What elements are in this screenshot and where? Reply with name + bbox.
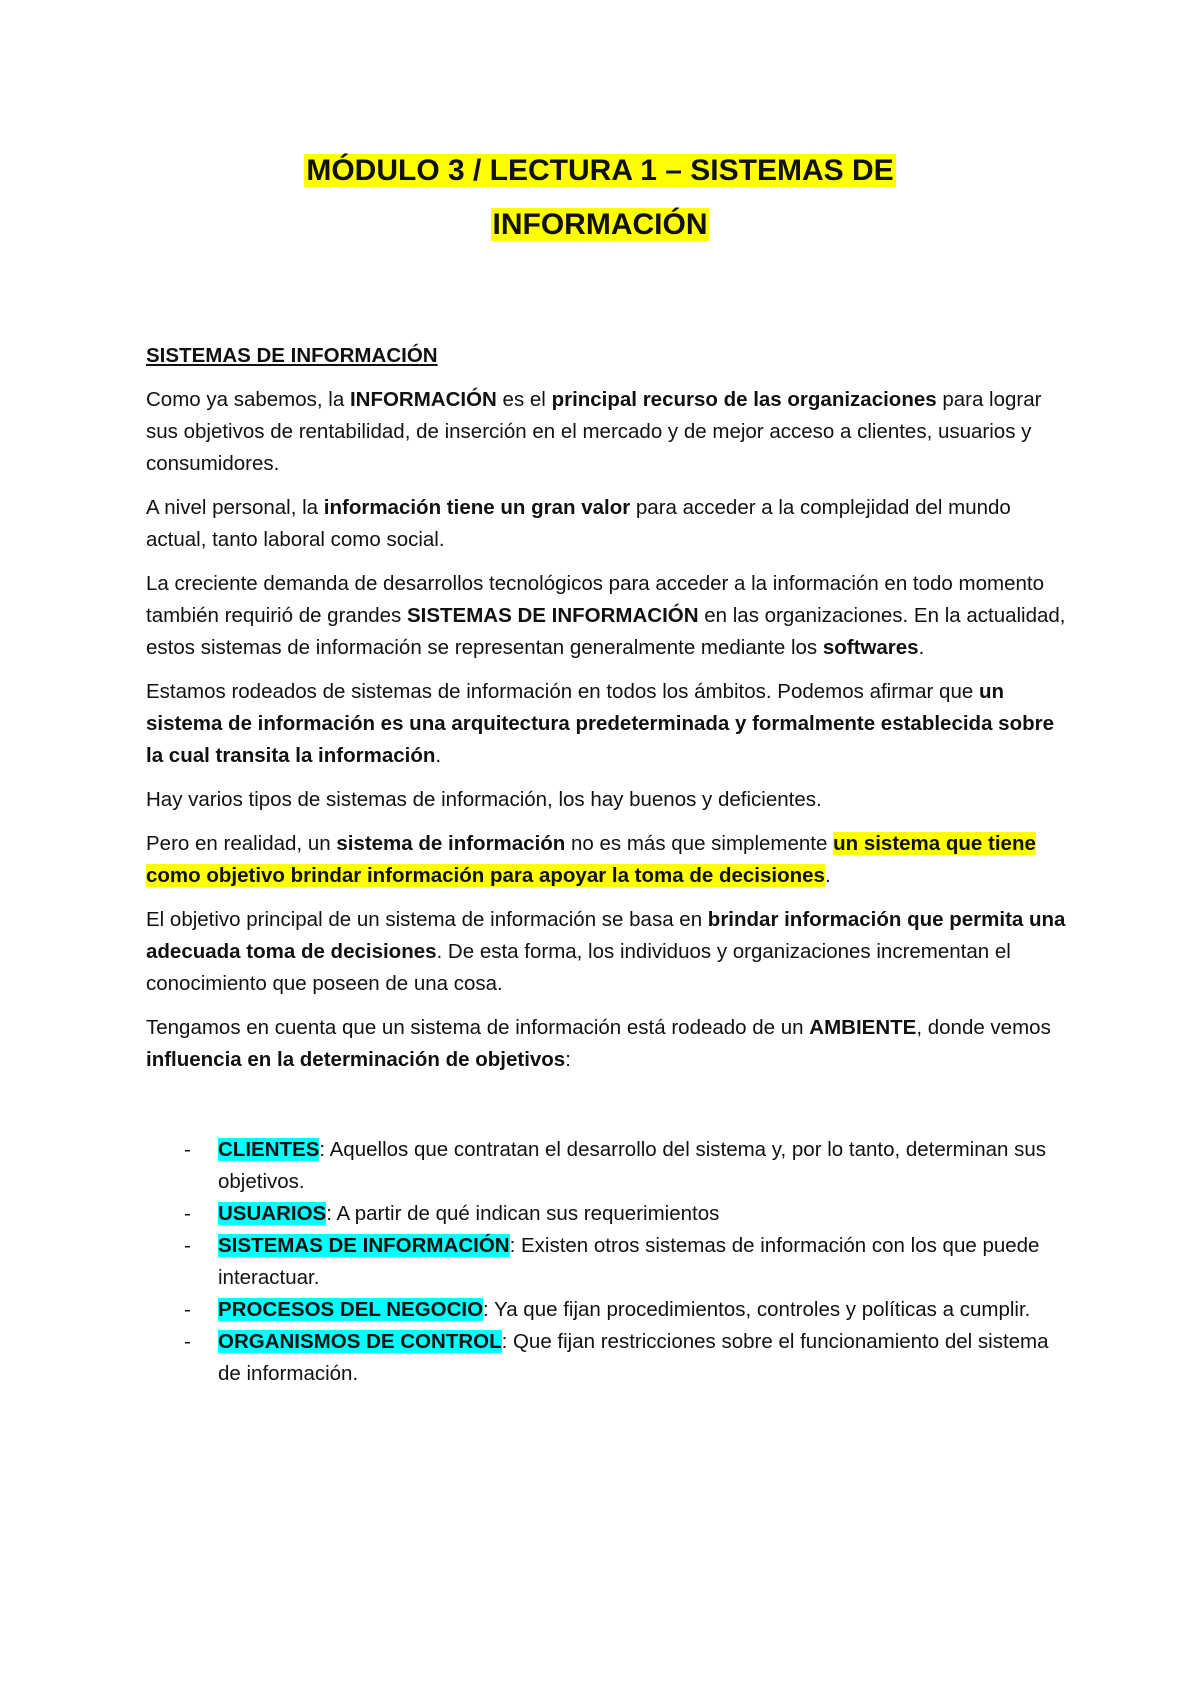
paragraph-4 xyxy=(146,676,1066,772)
paragraph-text: . xyxy=(918,636,925,659)
paragraph-text: en las organizaciones. En la actualidad, estos sistemas de información se representan generalmente mediante los xyxy=(146,604,1066,659)
paragraph-text: para lograr sus objetivos de rentabilidad, de inserción en el mercado y de mejor acceso a clientes, usuarios y consumidores. xyxy=(146,388,1042,475)
paragraph-bold: AMBIENTE xyxy=(809,1016,917,1039)
paragraph-1 xyxy=(146,384,1066,480)
paragraph-7 xyxy=(146,904,1066,1000)
paragraph-text: Estamos rodeados de sistemas de información en todos los ámbitos. Podemos afirmar que xyxy=(146,680,979,703)
paragraph-text: . xyxy=(824,864,831,887)
list-item-term: CLIENTES xyxy=(218,1138,320,1161)
paragraph-bold: sistema de información xyxy=(336,832,566,855)
paragraph-bold: un sistema de información es una arquitectura predeterminada y formalmente establecida sobre la cual transita la información xyxy=(146,680,1054,767)
list-item-term: SISTEMAS DE INFORMACIÓN xyxy=(218,1234,510,1257)
paragraph-text: Como ya sabemos, la xyxy=(146,388,350,411)
list-item xyxy=(146,1134,1066,1198)
list-item-text: : Que fijan restricciones sobre el funcionamiento del sistema de información. xyxy=(218,1330,1049,1385)
paragraph-bold: influencia en la determinación de objetivos xyxy=(146,1048,566,1071)
paragraph-2 xyxy=(146,492,1066,556)
list-dash: - xyxy=(184,1330,191,1353)
paragraph-bold: softwares xyxy=(822,636,919,659)
title-line-1: MÓDULO 3 / LECTURA 1 – SISTEMAS DE xyxy=(306,154,894,187)
environment-list xyxy=(146,1134,1066,1390)
list-item xyxy=(146,1326,1066,1390)
list-item-term: PROCESOS DEL NEGOCIO xyxy=(218,1298,484,1321)
list-dash: - xyxy=(184,1234,191,1257)
section-heading: SISTEMAS DE INFORMACIÓN xyxy=(146,344,438,367)
highlighted-definition: un sistema que tiene como objetivo brindar información para apoyar la toma de decisiones xyxy=(146,832,1036,887)
paragraph-text: es el xyxy=(496,388,552,411)
paragraph-bold: SISTEMAS DE INFORMACIÓN xyxy=(406,604,699,627)
paragraph-bold: información tiene un gran valor xyxy=(323,496,631,519)
list-dash: - xyxy=(184,1202,191,1225)
list-item-text: : Aquellos que contratan el desarrollo del sistema y, por lo tanto, determinan sus objetivos. xyxy=(218,1138,1047,1193)
paragraph-text: Tengamos en cuenta que un sistema de información está rodeado de un xyxy=(146,1016,810,1039)
list-item xyxy=(146,1294,1066,1326)
paragraph-bold: principal recurso de las organizaciones xyxy=(551,388,937,411)
document-body xyxy=(146,340,1066,1390)
paragraph-5 xyxy=(146,784,1066,816)
paragraph-text: , donde vemos xyxy=(916,1016,1051,1039)
paragraph-text: El objetivo principal de un sistema de información se basa en xyxy=(146,908,708,931)
title-line-2: INFORMACIÓN xyxy=(492,208,708,241)
list-item-term: USUARIOS xyxy=(218,1202,327,1225)
paragraph-text: A nivel personal, la xyxy=(146,496,324,519)
paragraph-text: . xyxy=(435,744,442,767)
paragraph-text: Pero en realidad, un xyxy=(146,832,337,855)
paragraph-3 xyxy=(146,568,1066,664)
list-item xyxy=(146,1198,1066,1230)
document-title xyxy=(0,144,1200,252)
paragraph-text: no es más que simplemente xyxy=(565,832,834,855)
paragraph-bold: INFORMACIÓN xyxy=(349,388,497,411)
paragraph-text: Hay varios tipos de sistemas de información, los hay buenos y deficientes. xyxy=(146,788,822,811)
paragraph-text: La creciente demanda de desarrollos tecnológicos para acceder a la información en todo momento también requirió de grandes xyxy=(146,572,1044,627)
list-item-text: : A partir de qué indican sus requerimientos xyxy=(326,1202,720,1225)
list-dash: - xyxy=(184,1138,191,1161)
list-dash: - xyxy=(184,1298,191,1321)
paragraph-bold: brindar información que permita una adecuada toma de decisiones xyxy=(146,908,1066,963)
paragraph-text: : xyxy=(565,1048,571,1071)
paragraph-6 xyxy=(146,828,1066,892)
list-item-term: ORGANISMOS DE CONTROL xyxy=(218,1330,502,1353)
list-item-text: : Ya que fijan procedimientos, controles y políticas a cumplir. xyxy=(483,1298,1031,1321)
list-item-text: : Existen otros sistemas de información con los que puede interactuar. xyxy=(218,1234,1040,1289)
paragraph-8 xyxy=(146,1012,1066,1076)
paragraph-text: para acceder a la complejidad del mundo actual, tanto laboral como social. xyxy=(146,496,1011,551)
paragraph-text: . De esta forma, los individuos y organizaciones incrementan el conocimiento que poseen de una cosa. xyxy=(146,940,1011,995)
list-item xyxy=(146,1230,1066,1294)
